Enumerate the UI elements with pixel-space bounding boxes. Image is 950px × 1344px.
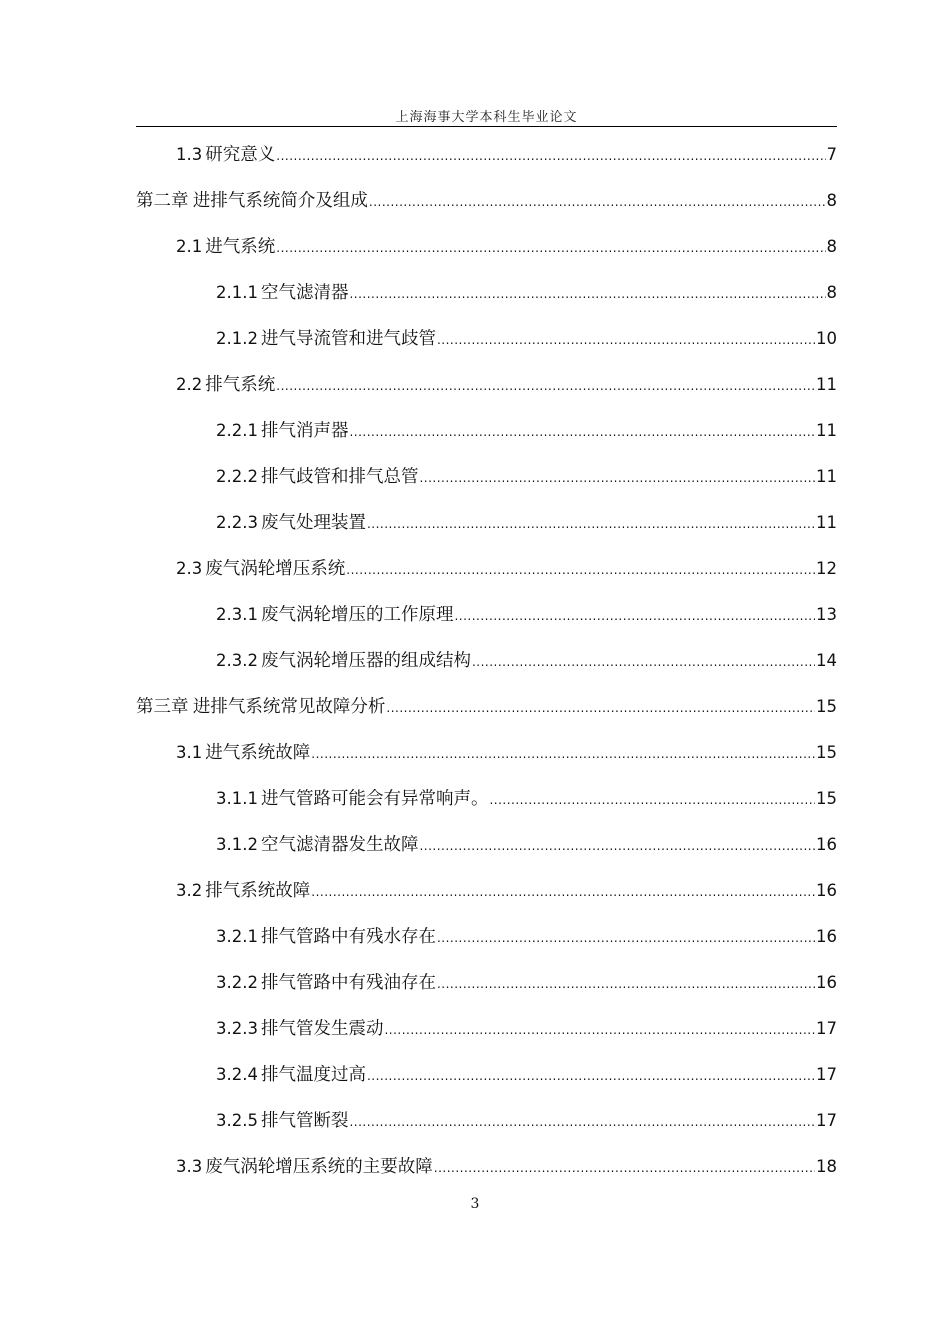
toc-entry-number: 3.2.2: [216, 973, 258, 992]
toc-entry-title: 废气涡轮增压系统: [205, 558, 346, 578]
toc-entry-page: 15: [816, 789, 837, 808]
dot-leader: [367, 508, 815, 540]
toc-entry[interactable]: [136, 1012, 837, 1058]
toc-entry-number: 3.2.1: [216, 927, 258, 946]
toc-entry-page: 11: [816, 513, 837, 532]
toc-entry-number: 2.3.2: [216, 651, 258, 670]
toc-entry-page: 15: [816, 743, 837, 762]
toc-entry[interactable]: [136, 1058, 837, 1104]
toc-entry-number: 3.1: [176, 743, 203, 762]
toc-entry-page: 10: [816, 329, 837, 348]
dot-leader: [349, 278, 825, 310]
toc-entry-title: 废气处理装置: [260, 512, 366, 532]
toc-entry-page: 17: [816, 1065, 837, 1084]
dot-leader: [384, 1014, 815, 1046]
toc-entry[interactable]: [136, 414, 837, 460]
toc-entry-number: 2.3: [176, 559, 203, 578]
toc-entry[interactable]: [136, 1104, 837, 1150]
toc-entry-title: 排气管断裂: [260, 1110, 349, 1130]
toc-entry-page: 16: [816, 973, 837, 992]
toc-entry-title: 进气管路可能会有异常响声。: [260, 788, 489, 808]
toc-entry-title: 排气系统故障: [205, 880, 311, 900]
toc-entry-page: 18: [816, 1157, 837, 1176]
toc-entry-number: 2.2: [176, 375, 203, 394]
toc-entry-page: 16: [816, 835, 837, 854]
dot-leader: [472, 646, 815, 678]
toc-entry[interactable]: [136, 506, 837, 552]
toc-entry[interactable]: [136, 966, 837, 1012]
toc-entry-page: 16: [816, 927, 837, 946]
toc-entry[interactable]: [136, 460, 837, 506]
toc-entry-number: 2.2.1: [216, 421, 258, 440]
dot-leader: [349, 416, 815, 448]
toc-entry-title: 排气管发生震动: [260, 1018, 384, 1038]
toc-entry-page: 17: [816, 1019, 837, 1038]
header-rule: [136, 126, 837, 127]
toc-entry[interactable]: [136, 322, 837, 368]
toc-entry-page: 11: [816, 375, 837, 394]
toc-entry[interactable]: [136, 828, 837, 874]
dot-leader: [349, 1106, 815, 1138]
dot-leader: [419, 462, 815, 494]
dot-leader: [419, 830, 815, 862]
toc-entry-number: 3.2.3: [216, 1019, 258, 1038]
toc-entry[interactable]: [136, 230, 837, 276]
toc-entry-page: 17: [816, 1111, 837, 1130]
toc-entry-number: 3.2.5: [216, 1111, 258, 1130]
running-header: 上海海事大学本科生毕业论文: [395, 109, 578, 124]
toc-entry[interactable]: [136, 644, 837, 690]
toc-entry-title: 空气滤清器发生故障: [260, 834, 419, 854]
toc-entry-title: 排气温度过高: [260, 1064, 366, 1084]
dot-leader: [437, 968, 815, 1000]
toc-entry-number: 1.3: [176, 145, 203, 164]
toc-entry-title: 排气消声器: [260, 420, 349, 440]
dot-leader: [276, 232, 825, 264]
dot-leader: [311, 876, 815, 908]
page-number: 3: [470, 1196, 480, 1212]
toc-entry[interactable]: [136, 736, 837, 782]
toc-entry-title: 废气涡轮增压的工作原理: [260, 604, 454, 624]
toc-entry-number: 2.1.2: [216, 329, 258, 348]
toc-entry[interactable]: [136, 782, 837, 828]
toc-entry[interactable]: [136, 368, 837, 414]
toc-entry-title: 第三章 进排气系统常见故障分析: [136, 696, 386, 716]
toc-entry-title: 研究意义: [205, 144, 276, 164]
toc-entry-number: 3.1.2: [216, 835, 258, 854]
dot-leader: [276, 370, 815, 402]
toc-entry-title: 进气系统故障: [205, 742, 311, 762]
toc-entry[interactable]: [136, 552, 837, 598]
toc-entry-title: 进气导流管和进气歧管: [260, 328, 436, 348]
toc-entry-number: 2.1: [176, 237, 203, 256]
dot-leader: [437, 922, 815, 954]
toc-entry-page: 8: [826, 191, 837, 210]
toc-entry-title: 进气系统: [205, 236, 276, 256]
dot-leader: [346, 554, 815, 586]
toc-entry-title: 废气涡轮增压器的组成结构: [260, 650, 471, 670]
toc-entry-title: 空气滤清器: [260, 282, 349, 302]
toc-entry-number: 2.2.2: [216, 467, 258, 486]
toc-entry-page: 8: [826, 237, 837, 256]
toc-entry-page: 13: [816, 605, 837, 624]
toc-entry-page: 11: [816, 467, 837, 486]
dot-leader: [367, 1060, 815, 1092]
toc-entry-title: 排气系统: [205, 374, 276, 394]
toc-entry-title: 排气歧管和排气总管: [260, 466, 419, 486]
toc-entry-number: 2.3.1: [216, 605, 258, 624]
toc-entry-page: 16: [816, 881, 837, 900]
toc-entry-number: 2.1.1: [216, 283, 258, 302]
table-of-contents: [136, 138, 837, 1196]
toc-entry[interactable]: [136, 920, 837, 966]
dot-leader: [434, 1152, 815, 1184]
toc-entry-number: 3.2: [176, 881, 203, 900]
toc-entry-page: 11: [816, 421, 837, 440]
toc-entry-number: 2.2.3: [216, 513, 258, 532]
toc-entry-number: 3.2.4: [216, 1065, 258, 1084]
toc-entry-page: 14: [816, 651, 837, 670]
dot-leader: [311, 738, 815, 770]
toc-entry[interactable]: [136, 690, 837, 736]
toc-entry-number: 3.3: [176, 1157, 203, 1176]
toc-entry-page: 15: [816, 697, 837, 716]
dot-leader: [276, 140, 825, 172]
toc-entry-title: 第二章 进排气系统简介及组成: [136, 190, 368, 210]
toc-entry-page: 12: [816, 559, 837, 578]
toc-entry[interactable]: [136, 1150, 837, 1196]
toc-entry[interactable]: [136, 874, 837, 920]
toc-entry-title: 排气管路中有残水存在: [260, 926, 436, 946]
dot-leader: [386, 692, 815, 724]
dot-leader: [437, 324, 815, 356]
toc-entry[interactable]: [136, 598, 837, 644]
dot-leader: [489, 784, 815, 816]
toc-entry[interactable]: [136, 276, 837, 322]
toc-entry-page: 7: [826, 145, 837, 164]
dot-leader: [454, 600, 815, 632]
dot-leader: [369, 186, 826, 218]
toc-entry-title: 排气管路中有残油存在: [260, 972, 436, 992]
toc-entry-page: 8: [826, 283, 837, 302]
toc-entry[interactable]: [136, 138, 837, 184]
toc-entry-title: 废气涡轮增压系统的主要故障: [205, 1156, 433, 1176]
toc-entry[interactable]: [136, 184, 837, 230]
toc-entry-number: 3.1.1: [216, 789, 258, 808]
